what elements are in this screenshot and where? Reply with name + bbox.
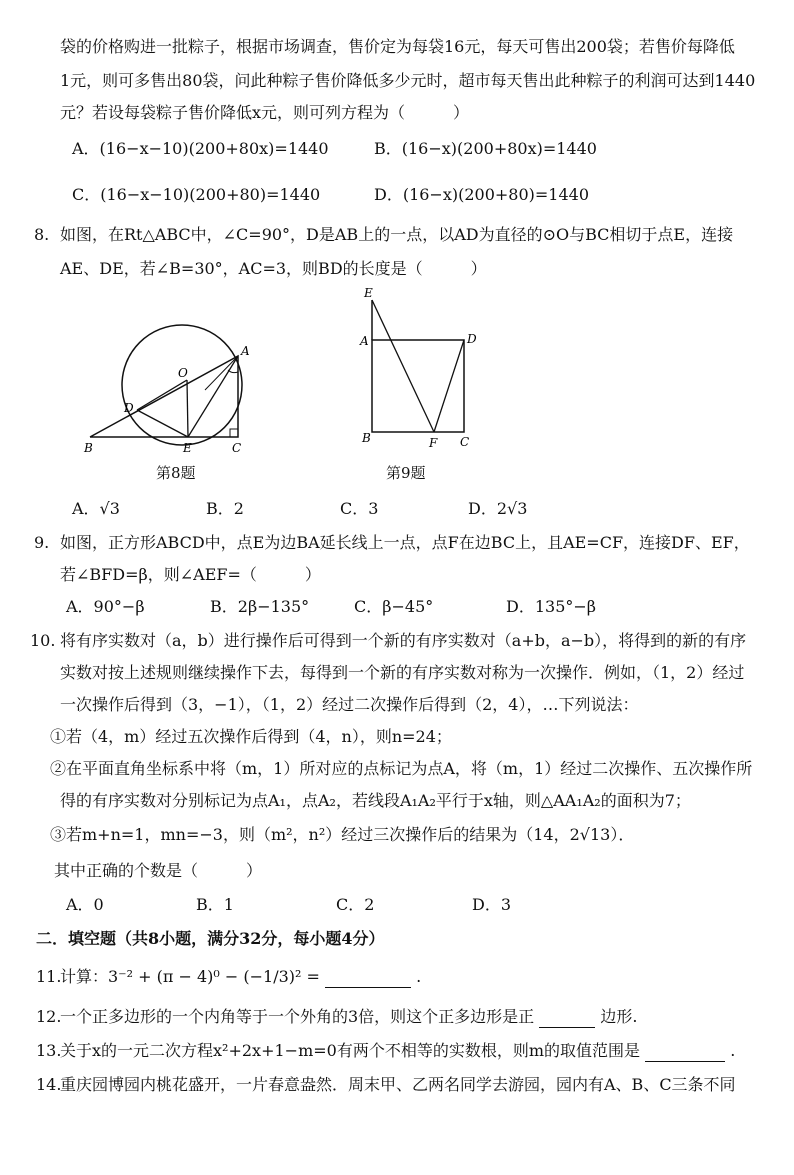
q13-end: . (730, 1041, 736, 1060)
q11-expression: 计算：3⁻² + (π − 4)⁰ − (−1/3)² = (60, 967, 320, 986)
right-angle-c (230, 429, 238, 437)
q10-line3: 一次操作后得到（3，−1），（1，2）经过二次操作后得到（2，4），…下列说法： (60, 695, 639, 714)
q9-option-d: D．135°−β (506, 597, 597, 616)
q9-option-a: A．90°−β (66, 597, 145, 616)
q14-text: 重庆园博园内桃花盛开，一片春意盎然．周末甲、乙两名同学去游园，园内有A、B、C三条不同 (60, 1075, 736, 1094)
segment-ae (188, 356, 238, 437)
q9-option-b: B．2β−135° (210, 597, 310, 616)
label-c: C (232, 441, 242, 455)
segment-de (137, 410, 188, 437)
q10-number: 10. (30, 631, 56, 650)
q8-line2: AE、DE，若∠B=30°，AC=3，则BD的长度是（ ） (60, 259, 487, 278)
q7-line1: 袋的价格购进一批粽子，根据市场调查，售价定为每袋16元，每天可售出200袋；若售价每降低 (60, 37, 735, 56)
q10-ask: 其中正确的个数是（ ） (54, 861, 263, 880)
segment-ef (372, 300, 434, 432)
q10-statement-2a: ②在平面直角坐标系中将（m，1）所对应的点标记为点A，将（m，1）经过二次操作、五次操作所 (50, 759, 753, 778)
q10-line1: 将有序实数对（a，b）进行操作后可得到一个新的有序实数对（a+b，a−b），将得到的新的有序 (60, 631, 747, 650)
q12-answer-blank[interactable] (539, 1027, 595, 1028)
label-a: A (360, 334, 369, 348)
q11-text (60, 966, 421, 988)
q12-question: 一个正多边形的一个内角等于一个外角的3倍，则这个正多边形是正 (60, 1007, 535, 1026)
label-d: D (124, 401, 134, 415)
q8-option-a: A．√3 (72, 499, 120, 518)
label-o: O (178, 366, 188, 380)
figure-9 (356, 280, 486, 455)
q12-end: 边形. (600, 1007, 638, 1026)
q12-number: 12. (36, 1007, 62, 1026)
q11-number: 11. (36, 967, 62, 986)
q8-option-b: B．2 (206, 499, 244, 518)
label-e: E (183, 441, 192, 455)
q7-option-c: C．(16−x−10)(200+80)=1440 (72, 185, 321, 204)
label-a: A (241, 344, 250, 358)
q10-option-d: D．3 (472, 895, 512, 914)
q7-line2: 1元，则可多售出80袋，问此种粽子售价降低多少元时，超市每天售出此种粽子的利润可达到1440 (60, 71, 756, 90)
label-b: B (84, 441, 93, 455)
q10-option-a: A．0 (66, 895, 104, 914)
fig9-caption: 第9题 (386, 464, 426, 482)
q9-number: 9. (34, 533, 50, 552)
q14-number: 14. (36, 1075, 62, 1094)
q7-line3: 元？若设每袋粽子售价降低x元，则可列方程为（ ） (60, 103, 470, 122)
label-e: E (364, 286, 373, 300)
q8-option-c: C．3 (340, 499, 379, 518)
section-2-heading: 二．填空题（共8小题，满分32分，每小题4分） (36, 929, 385, 948)
q8-line1: 如图，在Rt△ABC中，∠C=90°，D是AB上的一点，以AD为直径的⊙O与BC相切于点E，连接 (60, 225, 734, 244)
label-b: B (362, 431, 371, 445)
label-d: D (467, 332, 477, 346)
segment-od (137, 380, 187, 410)
label-c: C (460, 435, 470, 449)
q10-line2: 实数对按上述规则继续操作下去，每得到一个新的有序实数对称为一次操作．例如，（1，2）经过 (60, 663, 745, 682)
q10-option-b: B．1 (196, 895, 234, 914)
q10-statement-3: ③若m+n=1，mn=−3，则（m²，n²）经过三次操作后的结果为（14，2√13）． (50, 825, 635, 844)
q11-answer-blank[interactable] (325, 987, 411, 988)
q11-end: . (416, 967, 422, 986)
fig8-caption: 第8题 (156, 464, 196, 482)
q7-option-d: D．(16−x)(200+80)=1440 (374, 185, 590, 204)
q12-text (60, 1006, 637, 1028)
square-abcd (372, 340, 464, 432)
q8-number: 8. (34, 225, 50, 244)
q7-option-a: A．(16−x−10)(200+80x)=1440 (72, 139, 329, 158)
q8-option-d: D．2√3 (468, 499, 528, 518)
label-f: F (429, 436, 438, 450)
q9-line2: 若∠BFD=β，则∠AEF=（ ） (60, 565, 321, 584)
q9-line1: 如图，正方形ABCD中，点E为边BA延长线上一点，点F在边BC上，且AE=CF，连接DF、EF， (60, 533, 750, 552)
q13-number: 13. (36, 1041, 62, 1060)
figure-8 (80, 322, 270, 457)
q13-text (60, 1040, 735, 1062)
segment-df (434, 340, 464, 432)
q10-statement-1: ①若（4，m）经过五次操作后得到（4，n），则n=24； (50, 727, 452, 746)
circle-o (122, 325, 242, 445)
segment-oe (187, 380, 188, 437)
q10-statement-2b: 得的有序实数对分别标记为点A₁，点A₂，若线段A₁A₂平行于x轴，则△AA₁A₂的面积为7； (60, 791, 691, 810)
q7-option-b: B．(16−x)(200+80x)=1440 (374, 139, 597, 158)
q10-option-c: C．2 (336, 895, 375, 914)
q9-option-c: C．β−45° (354, 597, 434, 616)
q13-question: 关于x的一元二次方程x²+2x+1−m=0有两个不相等的实数根，则m的取值范围是 (60, 1041, 640, 1060)
q13-answer-blank[interactable] (645, 1061, 725, 1062)
